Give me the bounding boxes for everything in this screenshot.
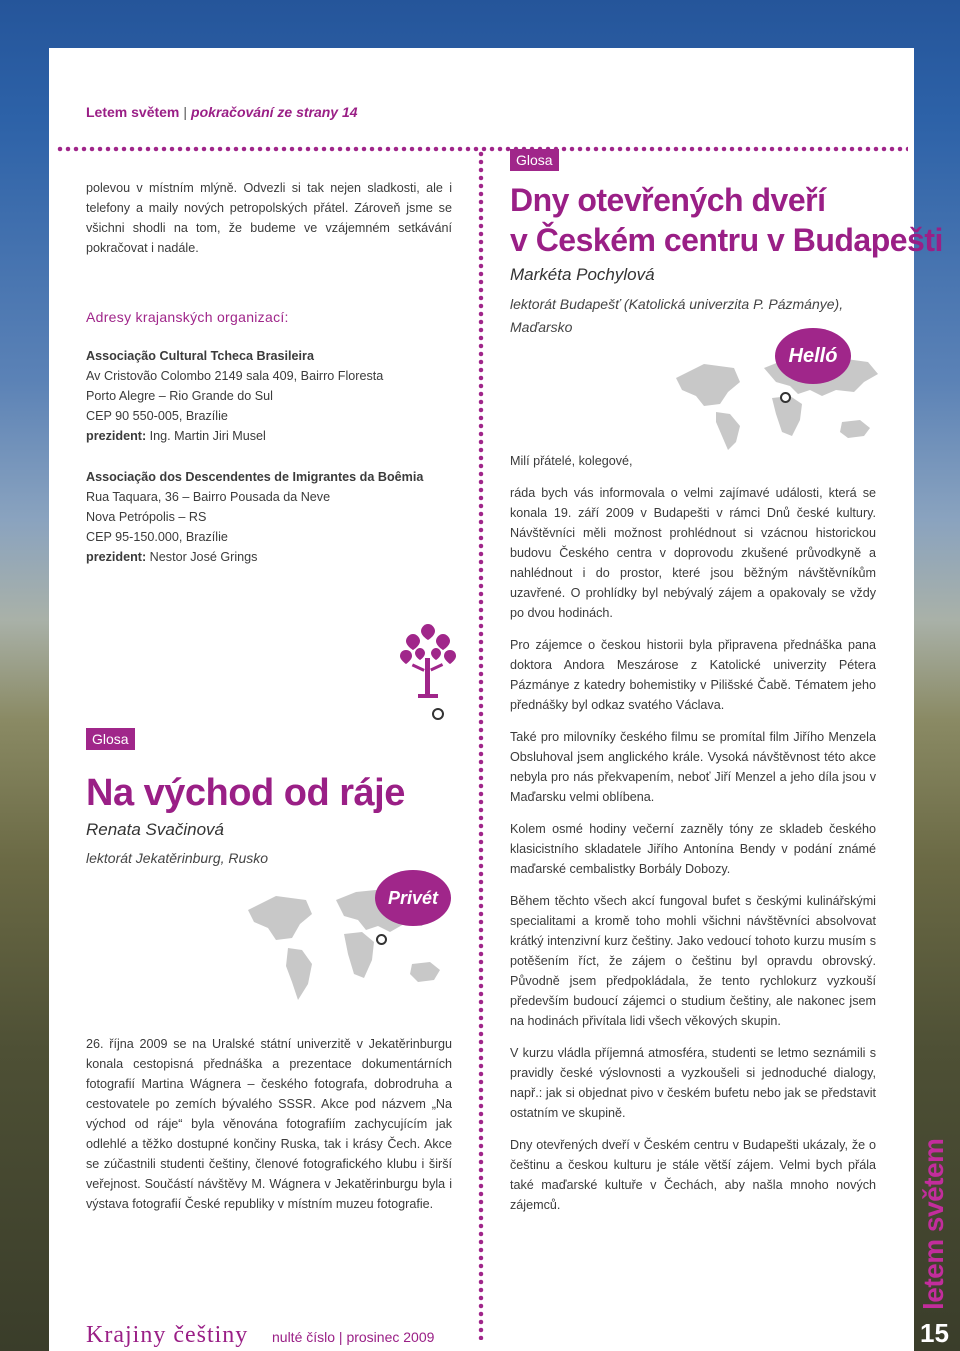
section-title: Letem světem <box>86 104 180 120</box>
org-block-2 <box>86 467 452 567</box>
body-paragraph-4: Kolem osmé hodiny večerní zazněly tóny ze skladeb českého klasicistního skladatele Jiřího Antonína Bendy v podání známé maďarské cembalistky Borbály Dobozy. <box>510 822 876 876</box>
affiliation-left: lektorát Jekatěrinburg, Rusko <box>86 850 269 866</box>
affiliation-right: lektorát Budapešť (Katolická univerzita P. Pázmánye), Maďarsko <box>510 296 844 335</box>
body-paragraph-2: Pro zájemce o českou historii byla připravena přednáška pana doktora Andora Meszárose z Katolické univerzity Pétera Pázmánye z katedry bohemistiky v Pilišské Čabě. Tématem jeho přednášky byl odkaz svatého Václava. <box>510 638 876 712</box>
glosa-tag-left: Glosa <box>86 728 135 750</box>
page-number: 15 <box>920 1318 949 1348</box>
author-right: Markéta Pochylová <box>510 265 655 284</box>
body-paragraph-7: Dny otevřených dveří v Českém centru v Budapešti ukázaly, že o češtinu a českou kulturu je stále větší zájem. Velmi bych přála také maďarské kultuře v Čechách, aby našla mnoho nových zájemců. <box>510 1138 876 1212</box>
body-paragraph-3: Také pro milovníky českého filmu se promítal film Jiřího Menzela Obsluhoval jsem anglického krále. Vysoká návštěvnost této akce nebyla pro nás překvapením, neboť Jiří Menzel a jeho díla jsou v Maďarsku velmi oblíbena. <box>510 730 876 804</box>
author-left: Renata Svačinová <box>86 820 224 839</box>
glosa-tag-right: Glosa <box>510 149 559 171</box>
title-line-2: v Českém centru v Budapešti <box>510 222 943 258</box>
body-paragraph-1: ráda bych vás informovala o velmi zajímavé události, která se konala 19. září 2009 v Budapešti v rámci Dnů české kultury. Návštěvníci měli možnost prohlédnout si vzácnou historickou budovu Českého centra v doprovodu zkušené průvodkyně a nahlédnout i do prostor, které jsou běžným návštěvníkům uzavřené. O prohlídky byl nebývalý zájem a opakovaly se vždy po dvou hodinách. <box>510 486 876 620</box>
continued-note: pokračování ze strany 14 <box>191 104 358 120</box>
greeting: Milí přátelé, kolegové, <box>510 454 633 468</box>
org2-line1: Rua Taquara, 36 – Bairro Pousada da Neve <box>86 490 331 504</box>
org2-name: Associação dos Descendentes de Imigrantes da Boêmia <box>86 470 424 484</box>
location-pin-icon <box>376 934 387 945</box>
issue-info: nulté číslo | prosinec 2009 <box>272 1329 435 1345</box>
article-title-right <box>510 180 943 260</box>
left-intro <box>86 178 452 258</box>
addresses-heading: Adresy krajanských organizací: <box>86 309 289 325</box>
body-paragraph-5: Během těchto všech akcí fungoval bufet s českými kulinářskými specialitami a kromě toho mohli všichni návštěvníci absolvovat krátký intenzivní kurz češtiny. Jako vedoucí tohoto kurzu musím s potěšením říct, že zájem o češtinu byl opravdu obrovský. Původně jsem předpokládala, že tento rychlokurz vyzkouší především budoucí zájemci o studium češtiny, ale nakonec jsem na hodinách přivítala lidi všech věkových skupin. <box>510 894 876 1028</box>
org2-line3: CEP 95-150.000, Brazílie <box>86 530 228 544</box>
header-separator: | <box>183 104 188 120</box>
speech-bubble-left: Privét <box>375 870 451 926</box>
article-title-left: Na východ od ráje <box>86 772 405 814</box>
org2-president: prezident: Nestor José Grings <box>86 550 258 564</box>
intro-paragraph: polevou v místním mlýně. Odvezli si tak nejen sladkosti, ale i telefony a maily nových petropolských přátel. Zároveň jsme se všichni shodli na tom, že budeme ve vzájemném setkávání pokračovat i nadále. <box>86 181 452 255</box>
article-body-right <box>510 483 876 1215</box>
speech-bubble-right: Helló <box>775 328 851 384</box>
org-block-1 <box>86 346 452 446</box>
org1-line3: CEP 90 550-005, Brazílie <box>86 409 228 423</box>
body-paragraph-6: V kurzu vládla příjemná atmosféra, studenti se letmo seznámili s pravidly české výslovnosti a vyzkoušeli si jednoduché dialogy, např.: jak si objednat pivo v českém bufetu nebo jak se představit ostatním ve skupině. <box>510 1046 876 1120</box>
tree-of-hearts-icon <box>400 622 456 700</box>
map-pin-icon <box>432 708 444 720</box>
org1-president: prezident: Ing. Martin Jiri Musel <box>86 429 266 443</box>
org1-line1: Av Cristovão Colombo 2149 sala 409, Bairro Floresta <box>86 369 384 383</box>
location-pin-icon <box>780 392 791 403</box>
org1-name: Associação Cultural Tcheca Brasileira <box>86 349 314 363</box>
dotted-divider-vertical <box>478 150 484 1340</box>
magazine-logo: Krajiny češtiny <box>86 1322 249 1348</box>
title-line-1: Dny otevřených dveří <box>510 182 826 218</box>
body-paragraph: 26. října 2009 se na Uralské státní univerzitě v Jekatěrinburgu konala cestopisná přednáška a prezentace dokumentárních fotografií Martina Wágnera – českého fotografa, dobrodruha a cestovatele po zemích bývalého SSSR. Akce pod názvem „Na východ od ráje“ byla věnována fotografiím zachycujícím jak odlehlé a těžko dostupné končiny Ruska, tak i krásy Čech. Akce se zúčastnili studenti češtiny, členové fotografického klubu i širší veřejnost. Součástí návštěvy M. Wágnera v Jekatěrinburgu byla i výstava fotografií České republiky v místním muzeu fotografie. <box>86 1037 452 1211</box>
org2-line2: Nova Petrópolis – RS <box>86 510 207 524</box>
section-header <box>86 104 358 120</box>
article-body-left <box>86 1034 452 1214</box>
org1-line2: Porto Alegre – Rio Grande do Sul <box>86 389 273 403</box>
side-section-label: letem světem <box>918 1138 949 1310</box>
